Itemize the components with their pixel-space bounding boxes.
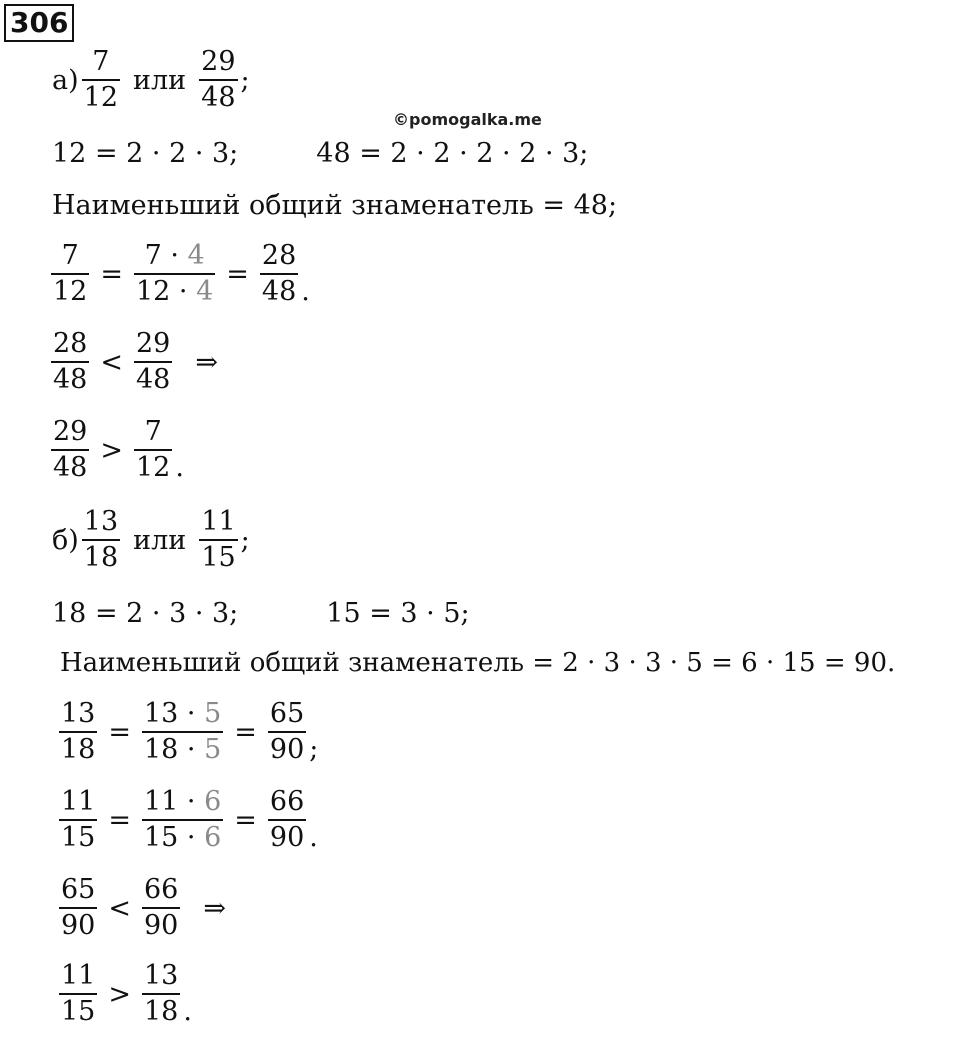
fraction: $\frac{29}{48}$ — [201, 46, 236, 114]
comparison-line: $\frac{65}{90}$ < $\frac{66}{90}$ ⇒ — [61, 874, 226, 942]
part-a-label: а) — [52, 64, 79, 96]
fraction: $\frac{28}{48}$ — [261, 240, 297, 308]
part-a-statement — [52, 48, 250, 113]
factorization-line — [52, 598, 470, 629]
part-b-label: б) — [52, 524, 79, 556]
factorization-line — [52, 138, 588, 169]
punctuation: ; — [240, 524, 250, 556]
comparison-line: $\frac{11}{15}$ > $\frac{13}{18}$ . — [61, 960, 192, 1028]
implies-arrow: ⇒ — [195, 346, 218, 378]
lcd-text: Наименьший общий знаменатель = 2 · 3 · 3 · 5 = 6 · 15 = 90. — [60, 648, 896, 678]
fraction: $\frac{29}{48}$ — [53, 416, 88, 484]
conversion-line: $\frac{7}{12}$ = $\frac{7 \cdot 4}{12 \cdot 4}$ = $\frac{28}{48}$ . — [53, 240, 310, 308]
fraction: $\frac{11}{15}$ — [61, 786, 96, 854]
conversion-line: $\frac{13}{18}$ = $\frac{13 \cdot 5}{18 \cdot 5}$ = $\frac{65}{90}$ ; — [61, 698, 319, 766]
comparison-line: $\frac{29}{48}$ > $\frac{7}{12}$ . — [53, 416, 184, 484]
factorization: 48 = 2 · 2 · 2 · 2 · 3; — [316, 138, 589, 169]
comparison-line: $\frac{28}{48}$ < $\frac{29}{48}$ ⇒ — [53, 328, 218, 396]
lcd-text: Наименьший общий знаменатель = 48; — [52, 190, 618, 221]
fraction: $\frac{29}{48}$ — [135, 328, 171, 396]
or-word: или — [133, 64, 187, 96]
factorization: 15 = 3 · 5; — [326, 598, 470, 629]
fraction: $\frac{11}{15}$ — [61, 960, 96, 1028]
or-word: или — [133, 524, 187, 556]
problem-number: 306 — [4, 4, 74, 42]
lcd-line — [60, 648, 895, 678]
implies-arrow: ⇒ — [203, 892, 226, 924]
fraction: $\frac{13}{18}$ — [83, 506, 119, 574]
fraction: $\frac{66}{90}$ — [269, 786, 305, 854]
fraction: $\frac{7}{12}$ — [83, 46, 118, 114]
fraction: $\frac{11}{15}$ — [201, 506, 236, 574]
fraction: $\frac{13}{18}$ — [61, 698, 96, 766]
fraction: $\frac{13}{18}$ — [143, 960, 179, 1028]
factorization: 12 = 2 · 2 · 3; — [52, 138, 239, 169]
fraction: $\frac{65}{90}$ — [269, 698, 305, 766]
fraction: $\frac{28}{48}$ — [53, 328, 88, 396]
factorization: 18 = 2 · 3 · 3; — [52, 598, 239, 629]
part-b-statement — [52, 508, 250, 573]
fraction: $\frac{65}{90}$ — [61, 874, 96, 942]
fraction: $\frac{7 \cdot 4}{12 \cdot 4}$ — [135, 240, 214, 308]
lcd-line — [52, 190, 617, 221]
watermark: ©pomogalka.me — [393, 110, 542, 129]
fraction: $\frac{66}{90}$ — [143, 874, 179, 942]
conversion-line: $\frac{11}{15}$ = $\frac{11 \cdot 6}{15 \cdot 6}$ = $\frac{66}{90}$ . — [61, 786, 318, 854]
fraction: $\frac{7}{12}$ — [135, 416, 171, 484]
punctuation: ; — [240, 64, 250, 96]
fraction: $\frac{11 \cdot 6}{15 \cdot 6}$ — [143, 786, 222, 854]
fraction: $\frac{13 \cdot 5}{18 \cdot 5}$ — [143, 698, 222, 766]
fraction: $\frac{7}{12}$ — [53, 240, 88, 308]
